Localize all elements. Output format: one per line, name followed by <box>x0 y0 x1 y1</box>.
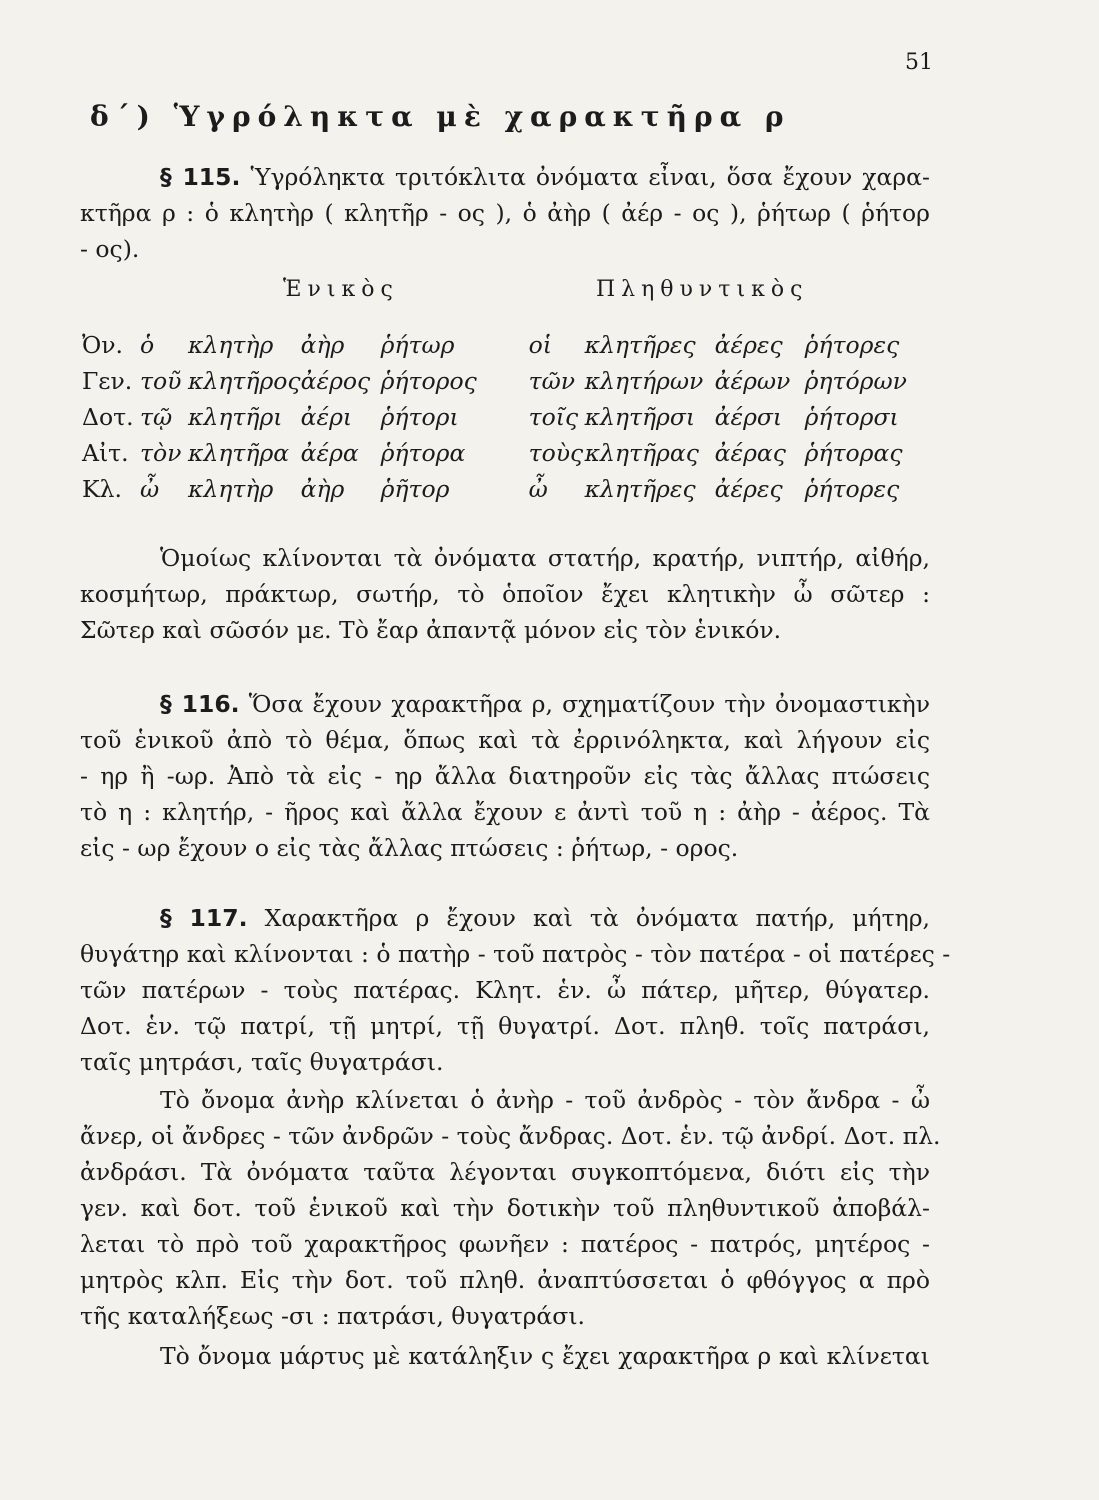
text-line: ἀνδράσι. Τὰ ὀνόματα ταῦτα λέγονται συγκοπτόμενα, διότι εἰς τὴν <box>80 1158 930 1186</box>
paragraph-martys <box>80 1338 930 1374</box>
text-line: εἰς - ωρ ἔχουν ο εἰς τὰς ἄλλας πτώσεις : ῥήτωρ, - ορος. <box>80 834 739 862</box>
table-row: Δοτ. τῷ κλητῆρι ἀέρι ῥήτορι τοῖς κλητῆρσι ἀέρσι ῥήτορσι <box>82 403 899 431</box>
table-row: Κλ. ὦ κλητὴρ ἀὴρ ῥῆτορ ὦ κλητῆρες ἀέρες ῥήτορες <box>82 475 900 503</box>
text-line: ταῖς μητράσι, ταῖς θυγατράσι. <box>80 1048 444 1076</box>
paragraph-aner <box>80 1082 941 1334</box>
text-line: Ὁμοίως κλίνονται τὰ ὀνόματα στατήρ, κρατήρ, νιπτήρ, αἰθήρ, <box>160 544 930 572</box>
singular-header: Ἑνικὸς <box>283 277 399 302</box>
table-row: Γεν. τοῦ κλητῆρος ἀέρος ῥήτορος τῶν κλητήρων ἀέρων ῥητόρων <box>82 367 907 395</box>
text-line: § 117. Χαρακτῆρα ρ ἔχουν καὶ τὰ ὀνόματα πατήρ, μήτηρ, <box>160 904 930 932</box>
page-number: 51 <box>905 50 933 75</box>
text-line: μητρὸς κλπ. Εἰς τὴν δοτ. τοῦ πληθ. ἀναπτύσσεται ὁ φθόγγος α πρὸ <box>80 1266 930 1294</box>
section-number: § 116. <box>160 690 240 718</box>
text-line: Τὸ ὄνομα μάρτυς μὲ κατάληξιν ς ἔχει χαρακτῆρα ρ καὶ κλίνεται <box>160 1342 930 1370</box>
text-line: λεται τὸ πρὸ τοῦ χαρακτῆρος φωνῆεν : πατέρος - πατρός, μητέρος - <box>80 1230 930 1258</box>
section-heading: δ΄) Ὑγρόληκτα μὲ χαρακτῆρα ρ <box>90 100 791 133</box>
text-line: κοσμήτωρ, πράκτωρ, σωτήρ, τὸ ὁποῖον ἔχει κλητικὴν ὦ σῶτερ : <box>80 580 930 608</box>
paragraph-115 <box>80 159 930 267</box>
text-line: - ος). <box>80 235 140 263</box>
text-line: ἄνερ, οἱ ἄνδρες - τῶν ἀνδρῶν - τοὺς ἄνδρας. Δοτ. ἑν. τῷ ἀνδρί. Δοτ. πλ. <box>80 1122 941 1150</box>
text-line: τοῦ ἑνικοῦ ἀπὸ τὸ θέμα, ὅπως καὶ τὰ ἐρρινόληκτα, καὶ λήγουν εἰς <box>80 726 930 754</box>
text-line: τῆς καταλήξεως -σι : πατράσι, θυγατράσι. <box>80 1302 586 1330</box>
text-line: § 116. Ὅσα ἔχουν χαρακτῆρα ρ, σχηματίζουν τὴν ὀνομαστικὴν <box>160 690 930 718</box>
text-line: Δοτ. ἑν. τῷ πατρί, τῇ μητρί, τῇ θυγατρί. Δοτ. πληθ. τοῖς πατράσι, <box>80 1012 930 1040</box>
text-line: Τὸ ὄνομα ἀνὴρ κλίνεται ὁ ἀνὴρ - τοῦ ἀνδρὸς - τὸν ἄνδρα - ὦ <box>160 1086 930 1114</box>
text-line: - ηρ ἢ -ωρ. Ἀπὸ τὰ εἰς - ηρ ἄλλα διατηροῦν εἰς τὰς ἄλλας πτώσεις <box>80 762 930 790</box>
text-line: § 115. Ὑγρόληκτα τριτόκλιτα ὀνόματα εἶναι, ὅσα ἔχουν χαρα- <box>160 163 930 191</box>
table-row: Ὀν. ὁ κλητὴρ ἀὴρ ῥήτωρ οἱ κλητῆρες ἀέρες ῥήτορες <box>82 331 900 359</box>
plural-header: Πληθυντικὸς <box>596 277 809 302</box>
text-line: Σῶτερ καὶ σῶσόν με. Τὸ ἔαρ ἀπαντᾷ μόνον εἰς τὸν ἑνικόν. <box>80 616 782 644</box>
text-line: γεν. καὶ δοτ. τοῦ ἑνικοῦ καὶ τὴν δοτικὴν τοῦ πληθυντικοῦ ἀποβάλ- <box>80 1194 930 1222</box>
section-number: § 117. <box>160 904 248 932</box>
section-number: § 115. <box>160 163 241 191</box>
text-line: τὸ η : κλητήρ, - ῆρος καὶ ἄλλα ἔχουν ε ἀντὶ τοῦ η : ἀὴρ - ἀέρος. Τὰ <box>80 798 930 826</box>
paragraph-117 <box>80 900 951 1080</box>
paragraph-similar <box>80 540 930 648</box>
text-line: τῶν πατέρων - τοὺς πατέρας. Κλητ. ἑν. ὦ πάτερ, μῆτερ, θύγατερ. <box>80 976 930 1004</box>
text-line: κτῆρα ρ : ὁ κλητὴρ ( κλητῆρ - ος ), ὁ ἀὴρ ( ἀέρ - ος ), ῥήτωρ ( ῥήτορ <box>80 199 930 227</box>
paragraph-116 <box>80 686 930 866</box>
text-line: θυγάτηρ καὶ κλίνονται : ὁ πατὴρ - τοῦ πατρὸς - τὸν πατέρα - οἱ πατέρες - <box>80 940 951 968</box>
table-row: Αἰτ. τὸν κλητῆρα ἀέρα ῥήτορα τοὺς κλητῆρας ἀέρας ῥήτορας <box>82 439 903 467</box>
declension-table <box>82 327 907 507</box>
